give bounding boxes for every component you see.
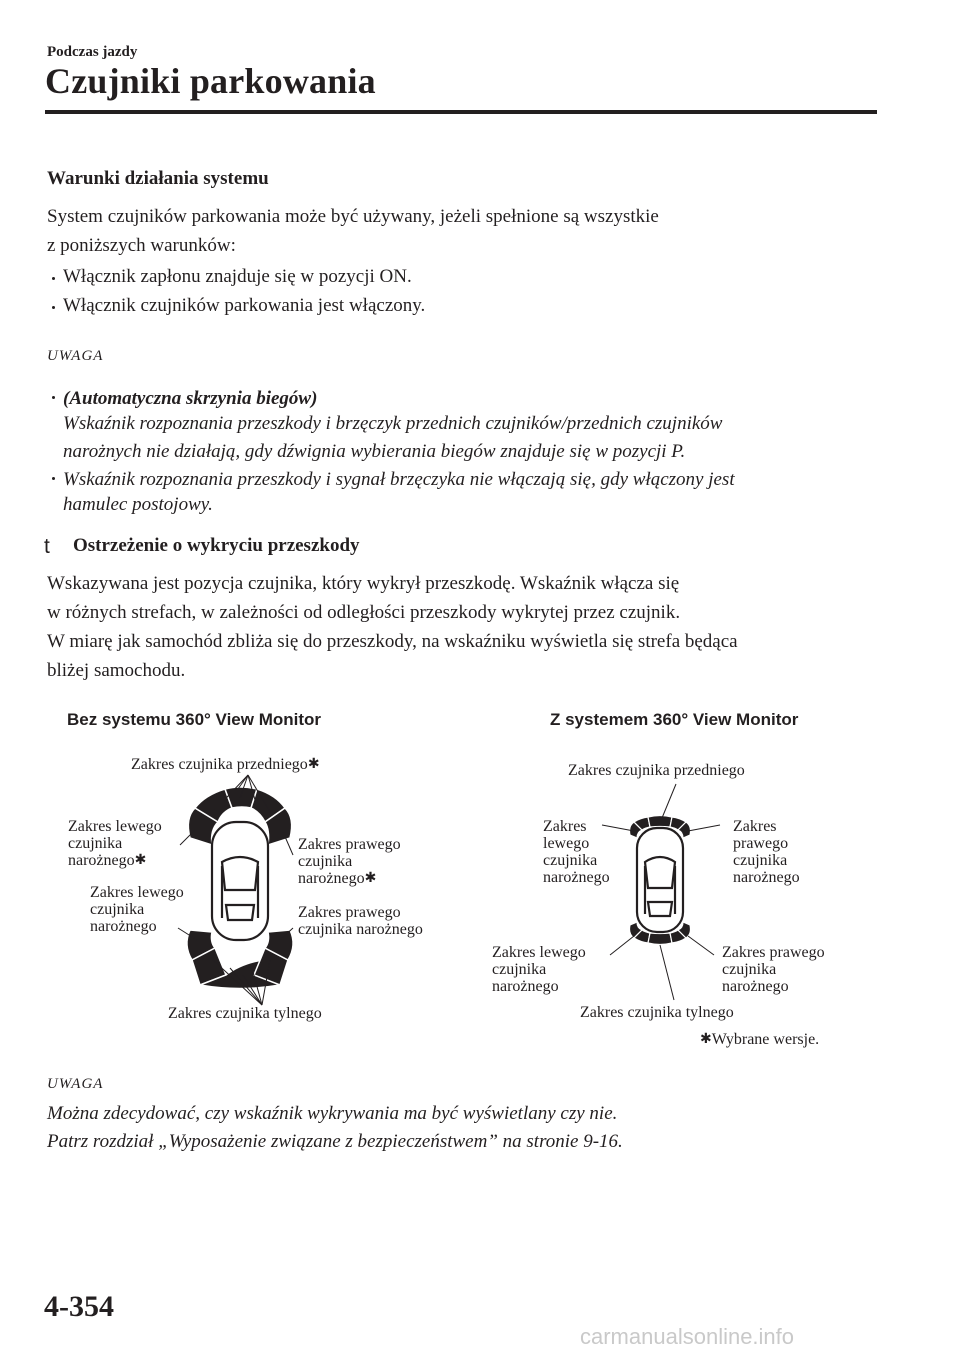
diagram-left-title: Bez systemu 360° View Monitor: [67, 710, 322, 729]
diagram-right-title: Z systemem 360° View Monitor: [550, 710, 799, 729]
label-left-front-corner: Zakres lewego czujnika narożnego: [543, 818, 610, 886]
asterisk-icon: ✱: [134, 853, 147, 868]
label-front-sensor: Zakres czujnika przedniego✱: [131, 756, 320, 773]
label-left-rear-corner: Zakres lewego czujnika narożnego: [492, 944, 586, 995]
conditions-intro-line: System czujników parkowania może być używany, jeżeli spełnione są wszystkie: [47, 206, 659, 227]
label-rear-sensor: Zakres czujnika tylnego: [580, 1004, 734, 1021]
section-marker-icon: t: [44, 535, 50, 558]
label-left-rear-corner: Zakres lewego czujnika narożnego: [90, 884, 184, 935]
left-diagram: [178, 775, 293, 1005]
warning-body: Wskazywana jest pozycja czujnika, który wykrył przeszkodę. Wskaźnik włącza się w różnych strefach, w zależności od odległości przeszkody wykrytej przez czujnik. W miarę jak samochód zbliża się do przeszkody, na wskaźniku wyświetla się strefa będąca bliżej samochodu.: [47, 573, 738, 681]
label-rear-sensor: Zakres czujnika tylnego: [168, 1005, 322, 1022]
note-item-text: hamulec postojowy.: [63, 494, 213, 515]
conditions-heading: Warunki działania systemu: [47, 168, 269, 189]
label-right-front-corner: Zakres prawego czujnika narożnego✱: [298, 836, 401, 887]
warning-heading: Ostrzeżenie o wykryciu przeszkody: [73, 535, 360, 556]
note-heading: UWAGA: [47, 1076, 104, 1092]
label-left-front-corner: Zakres lewego czujnika narożnego✱: [68, 818, 162, 869]
note-item-text: Wskaźnik rozpoznania przeszkody i brzęczyk przednich czujników/przednich czujników narożnych nie działają, gdy dźwignia wybierania biegów znajduje się w pozycji P.: [63, 413, 723, 462]
label-right-front-corner: Zakres prawego czujnika narożnego: [733, 818, 800, 886]
asterisk-icon: ✱: [700, 1032, 712, 1047]
note-heading: UWAGA: [47, 348, 104, 364]
asterisk-icon: ✱: [364, 871, 377, 886]
car-outline-icon: [637, 828, 683, 932]
footnote: ✱Wybrane wersje.: [700, 1031, 820, 1048]
label-front-sensor: Zakres czujnika przedniego: [568, 762, 745, 779]
label-right-rear-corner: Zakres prawego czujnika narożnego: [722, 944, 825, 995]
right-diagram: [602, 784, 720, 1000]
section-label: Podczas jazdy: [47, 44, 138, 60]
label-right-rear-corner: Zakres prawego czujnika narożnego: [298, 904, 423, 938]
watermark-url: carmanualsonline.info: [580, 1324, 795, 1349]
car-outline-icon: [212, 822, 268, 940]
note-text: Można zdecydować, czy wskaźnik wykrywania ma być wyświetlany czy nie. Patrz rozdział „Wyposażenie związane z bezpieczeństwem” na stronie 9-16.: [47, 1103, 623, 1152]
page-number: 4-354: [44, 1290, 114, 1323]
conditions-intro-line: z poniższych warunków:: [47, 235, 236, 256]
asterisk-icon: ✱: [307, 757, 320, 772]
page-title: Czujniki parkowania: [45, 61, 376, 101]
